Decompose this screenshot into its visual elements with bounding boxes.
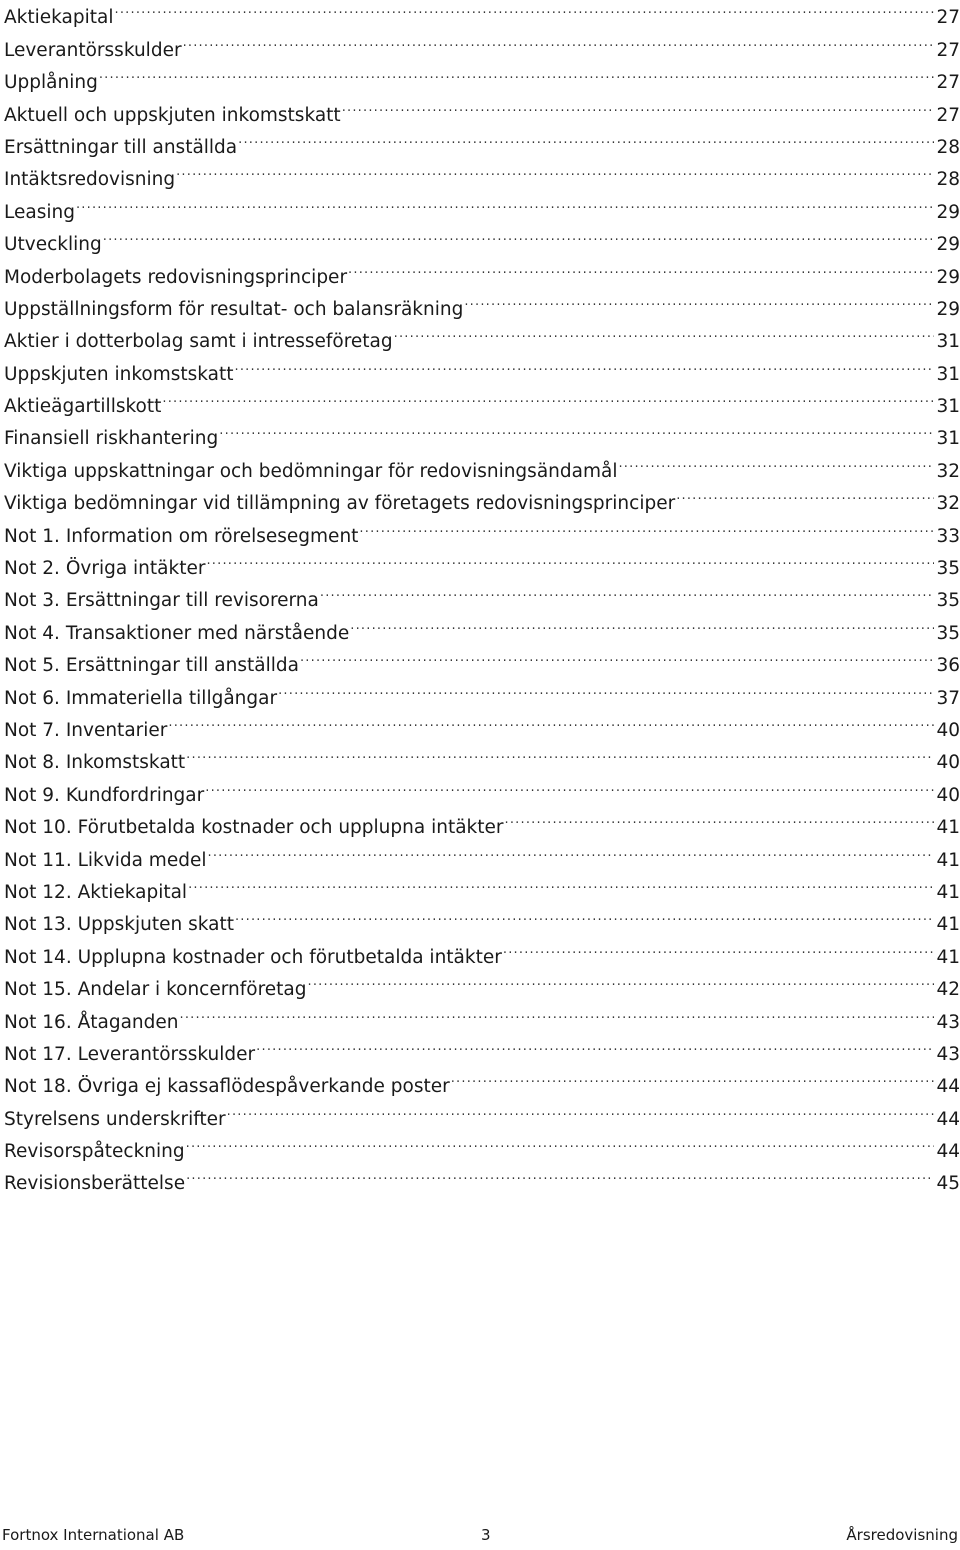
toc-entry-label: Not 9. Kundfordringar [4, 784, 205, 806]
toc-dot-leader [278, 671, 934, 703]
toc-entry-label: Moderbolagets redovisningsprinciper [4, 266, 348, 288]
toc-dot-leader [103, 218, 935, 250]
toc-dot-leader [227, 1092, 935, 1124]
toc-entry[interactable] [4, 0, 960, 29]
toc-dot-leader [676, 477, 934, 509]
toc-entry-page: 41 [936, 817, 960, 839]
toc-dot-leader [320, 574, 935, 606]
toc-dot-leader [464, 283, 934, 315]
toc-dot-leader [503, 930, 935, 962]
toc-dot-leader [176, 153, 934, 185]
toc-dot-leader [348, 250, 934, 282]
toc-dot-leader [359, 509, 934, 541]
toc-entry[interactable] [4, 218, 960, 256]
toc-dot-leader [618, 444, 934, 476]
toc-entry-label: Revisionsberättelse [4, 1173, 186, 1195]
toc-entry-label: Uppskjuten inkomstskatt [4, 363, 234, 385]
toc-entry[interactable] [4, 185, 960, 223]
toc-entry-page: 31 [936, 363, 960, 385]
toc-entry-label: Not 1. Information om rörelsesegment [4, 525, 359, 547]
toc-entry-page: 31 [936, 428, 960, 450]
toc-entry-page: 28 [936, 169, 960, 191]
toc-entry-label: Viktiga uppskattningar och bedömningar för redovisningsändamål [4, 460, 618, 482]
toc-entry-label: Leasing [4, 201, 75, 223]
toc-entry[interactable] [4, 88, 960, 126]
toc-dot-leader [207, 833, 934, 865]
toc-entry-label: Aktier i dotterbolag samt i intresseföretag [4, 331, 393, 353]
toc-entry-label: Not 14. Upplupna kostnader och förutbetalda intäkter [4, 946, 502, 968]
toc-entry-label: Not 8. Inkomstskatt [4, 752, 186, 774]
toc-entry-label: Not 2. Övriga intäkter [4, 558, 206, 580]
toc-entry-page: 36 [936, 655, 960, 677]
toc-dot-leader [350, 606, 934, 638]
toc-entry-page: 43 [936, 1043, 960, 1065]
toc-entry-page: 31 [936, 396, 960, 418]
toc-entry-page: 41 [936, 881, 960, 903]
toc-dot-leader [300, 639, 934, 671]
toc-dot-leader [180, 995, 935, 1027]
toc-entry-page: 44 [936, 1141, 960, 1163]
table-of-contents [4, 0, 960, 1195]
toc-dot-leader [162, 380, 934, 412]
toc-dot-leader [183, 23, 935, 55]
toc-dot-leader [394, 315, 935, 347]
toc-entry-label: Not 6. Immateriella tillgångar [4, 687, 278, 709]
toc-entry-page: 41 [936, 914, 960, 936]
toc-dot-leader [206, 542, 934, 574]
toc-dot-leader [186, 1157, 934, 1189]
toc-entry-label: Uppställningsform för resultat- och balansräkning [4, 298, 464, 320]
toc-entry-page: 29 [936, 298, 960, 320]
toc-dot-leader [451, 1060, 935, 1092]
toc-entry-page: 27 [936, 7, 960, 29]
toc-entry-label: Aktieägartillskott [4, 396, 162, 418]
toc-dot-leader [342, 88, 935, 120]
toc-entry-label: Aktuell och uppskjuten inkomstskatt [4, 104, 341, 126]
toc-dot-leader [99, 56, 935, 88]
toc-entry-page: 27 [936, 39, 960, 61]
toc-dot-leader [186, 1125, 935, 1157]
toc-dot-leader [219, 412, 934, 444]
toc-dot-leader [76, 185, 935, 217]
toc-entry-page: 35 [936, 590, 960, 612]
toc-entry-page: 45 [936, 1173, 960, 1195]
toc-entry-page: 44 [936, 1076, 960, 1098]
toc-entry-page: 27 [936, 72, 960, 94]
toc-entry-label: Not 3. Ersättningar till revisorerna [4, 590, 319, 612]
toc-entry-page: 28 [936, 136, 960, 158]
toc-entry-label: Finansiell riskhantering [4, 428, 219, 450]
toc-dot-leader [235, 347, 935, 379]
toc-entry-page: 32 [936, 460, 960, 482]
toc-entry-label: Aktiekapital [4, 7, 114, 29]
toc-entry-page: 35 [936, 558, 960, 580]
toc-entry-label: Revisorspåteckning [4, 1141, 185, 1163]
toc-entry[interactable] [4, 56, 960, 94]
toc-entry-page: 27 [936, 104, 960, 126]
toc-entry-page: 33 [936, 525, 960, 547]
toc-entry-page: 44 [936, 1108, 960, 1130]
toc-dot-leader [188, 866, 934, 898]
toc-entry[interactable] [4, 23, 960, 61]
toc-dot-leader [238, 121, 934, 153]
toc-entry-label: Leverantörsskulder [4, 39, 182, 61]
toc-dot-leader [114, 0, 934, 23]
toc-dot-leader [205, 768, 934, 800]
toc-entry-page: 42 [936, 979, 960, 1001]
toc-entry-label: Utveckling [4, 234, 102, 256]
toc-entry-label: Not 10. Förutbetalda kostnader och upplupna intäkter [4, 817, 504, 839]
toc-entry-page: 41 [936, 849, 960, 871]
toc-entry-label: Intäktsredovisning [4, 169, 176, 191]
toc-entry-page: 31 [936, 331, 960, 353]
toc-entry-label: Not 18. Övriga ej kassaflödespåverkande poster [4, 1076, 450, 1098]
toc-dot-leader [308, 963, 935, 995]
toc-entry-label: Not 17. Leverantörsskulder [4, 1043, 256, 1065]
toc-entry-label: Not 13. Uppskjuten skatt [4, 914, 234, 936]
footer-page-number: 3 [481, 1526, 491, 1544]
toc-entry-label: Upplåning [4, 72, 98, 94]
page-footer [0, 1526, 960, 1548]
toc-entry-page: 40 [936, 784, 960, 806]
toc-dot-leader [235, 898, 935, 930]
toc-entry-label: Not 15. Andelar i koncernföretag [4, 979, 307, 1001]
toc-entry-label: Not 16. Åtaganden [4, 1011, 179, 1033]
toc-entry-label: Not 11. Likvida medel [4, 849, 207, 871]
footer-company: Fortnox International AB [2, 1526, 185, 1544]
toc-dot-leader [168, 704, 934, 736]
toc-entry-label: Not 4. Transaktioner med närstående [4, 622, 350, 644]
toc-dot-leader [505, 801, 935, 833]
toc-entry-label: Not 5. Ersättningar till anställda [4, 655, 299, 677]
toc-entry-page: 37 [936, 687, 960, 709]
toc-dot-leader [256, 1028, 934, 1060]
toc-entry-page: 29 [936, 201, 960, 223]
toc-entry-page: 35 [936, 622, 960, 644]
toc-entry-page: 29 [936, 234, 960, 256]
toc-entry-label: Ersättningar till anställda [4, 136, 238, 158]
toc-dot-leader [186, 736, 934, 768]
toc-entry[interactable] [4, 250, 960, 288]
toc-entry-page: 40 [936, 752, 960, 774]
toc-entry-label: Styrelsens underskrifter [4, 1108, 226, 1130]
toc-entry-label: Viktiga bedömningar vid tillämpning av företagets redovisningsprinciper [4, 493, 676, 515]
toc-entry-page: 43 [936, 1011, 960, 1033]
toc-entry-label: Not 12. Aktiekapital [4, 881, 188, 903]
toc-entry-page: 41 [936, 946, 960, 968]
toc-entry-label: Not 7. Inventarier [4, 719, 168, 741]
footer-document-title: Årsredovisning [846, 1526, 958, 1544]
toc-entry-page: 40 [936, 719, 960, 741]
toc-entry-page: 29 [936, 266, 960, 288]
toc-entry-page: 32 [936, 493, 960, 515]
